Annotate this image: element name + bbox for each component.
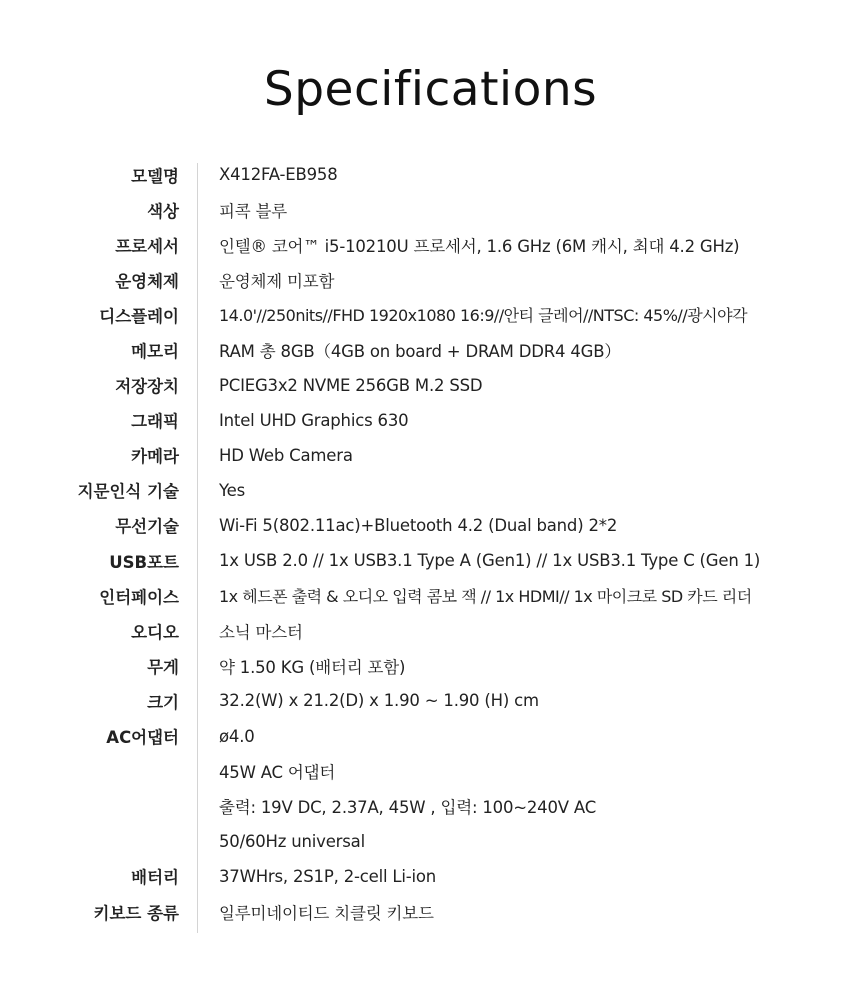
spec-label: USB포트	[109, 552, 179, 572]
spec-row-size	[0, 683, 861, 718]
spec-label: 운영체제	[115, 271, 179, 291]
spec-row-display	[0, 297, 861, 332]
spec-label: 무선기술	[115, 517, 179, 537]
spec-row-memory	[0, 332, 861, 367]
spec-label: 디스플레이	[99, 306, 179, 326]
spec-row-wireless	[0, 508, 861, 543]
spec-row-weight	[0, 648, 861, 683]
spec-value: RAM 총 8GB（4GB on board + DRAM DDR4 4GB）	[219, 342, 621, 362]
spec-value: 일루미네이티드 치클릿 키보드	[219, 903, 434, 923]
spec-label: 키보드 종류	[93, 903, 179, 923]
spec-label: 크기	[147, 692, 179, 712]
spec-label: 프로세서	[115, 236, 179, 256]
spec-value: 45W AC 어댑터	[219, 763, 336, 783]
spec-value: 1x USB 2.0 // 1x USB3.1 Type A (Gen1) // 1x USB3.1 Type C (Gen 1)	[219, 551, 761, 571]
spec-value: 50/60Hz universal	[219, 831, 365, 851]
spec-label: 오디오	[131, 622, 179, 642]
spec-label: 카메라	[131, 447, 179, 467]
spec-value: 소닉 마스터	[219, 622, 303, 642]
spec-row-audio	[0, 613, 861, 648]
spec-label: 무게	[147, 657, 179, 677]
spec-row-storage	[0, 368, 861, 403]
spec-value: 37WHrs, 2S1P, 2-cell Li-ion	[219, 866, 437, 886]
spec-row-ac-adapter	[0, 719, 861, 754]
spec-row-ac-adapter-cont	[0, 789, 861, 824]
spec-value: PCIEG3x2 NVME 256GB M.2 SSD	[219, 375, 483, 395]
spec-value: Yes	[219, 480, 246, 500]
spec-row-processor	[0, 227, 861, 262]
spec-value: X412FA-EB958	[219, 165, 338, 185]
spec-value: 1x 헤드폰 출력 & 오디오 입력 콤보 잭 // 1x HDMI// 1x 마이크로 SD 카드 리더	[219, 587, 752, 607]
spec-row-interface	[0, 578, 861, 613]
spec-label: 인터페이스	[99, 587, 179, 607]
spec-row-camera	[0, 438, 861, 473]
spec-label: 그래픽	[131, 412, 179, 432]
spec-value: 출력: 19V DC, 2.37A, 45W , 입력: 100~240V AC	[219, 798, 597, 818]
spec-value: 32.2(W) x 21.2(D) x 1.90 ~ 1.90 (H) cm	[219, 691, 539, 711]
spec-value: ø4.0	[219, 726, 255, 746]
spec-row-color	[0, 192, 861, 227]
spec-row-usb	[0, 543, 861, 578]
spec-value: 인텔® 코어™ i5-10210U 프로세서, 1.6 GHz (6M 캐시, 최대 4.2 GHz)	[219, 236, 740, 256]
spec-row-model	[0, 157, 861, 192]
spec-label: 저장장치	[115, 377, 179, 397]
spec-value: HD Web Camera	[219, 445, 353, 465]
spec-label: 색상	[147, 201, 179, 221]
spec-label: 모델명	[131, 166, 179, 186]
spec-row-ac-adapter-cont	[0, 824, 861, 859]
spec-value: Wi-Fi 5(802.11ac)+Bluetooth 4.2 (Dual band) 2*2	[219, 515, 618, 535]
spec-label: 메모리	[131, 342, 179, 362]
spec-row-ac-adapter-cont	[0, 754, 861, 789]
spec-label: 지문인식 기술	[77, 482, 179, 502]
spec-row-fingerprint	[0, 473, 861, 508]
spec-row-graphics	[0, 403, 861, 438]
spec-row-os	[0, 262, 861, 297]
spec-label: AC어댑터	[106, 728, 179, 748]
spec-value: 약 1.50 KG (배터리 포함)	[219, 657, 406, 677]
spec-row-keyboard	[0, 894, 861, 929]
spec-value: 14.0'//250nits//FHD 1920x1080 16:9//안티 글레어//NTSC: 45%//광시야각	[219, 306, 748, 326]
spec-value: Intel UHD Graphics 630	[219, 410, 409, 430]
spec-label: 배터리	[131, 868, 179, 888]
spec-row-battery	[0, 859, 861, 894]
spec-table	[0, 157, 861, 929]
spec-value: 피콕 블루	[219, 201, 288, 221]
spec-value: 운영체제 미포함	[219, 271, 335, 291]
page-title: Specifications	[263, 62, 598, 117]
